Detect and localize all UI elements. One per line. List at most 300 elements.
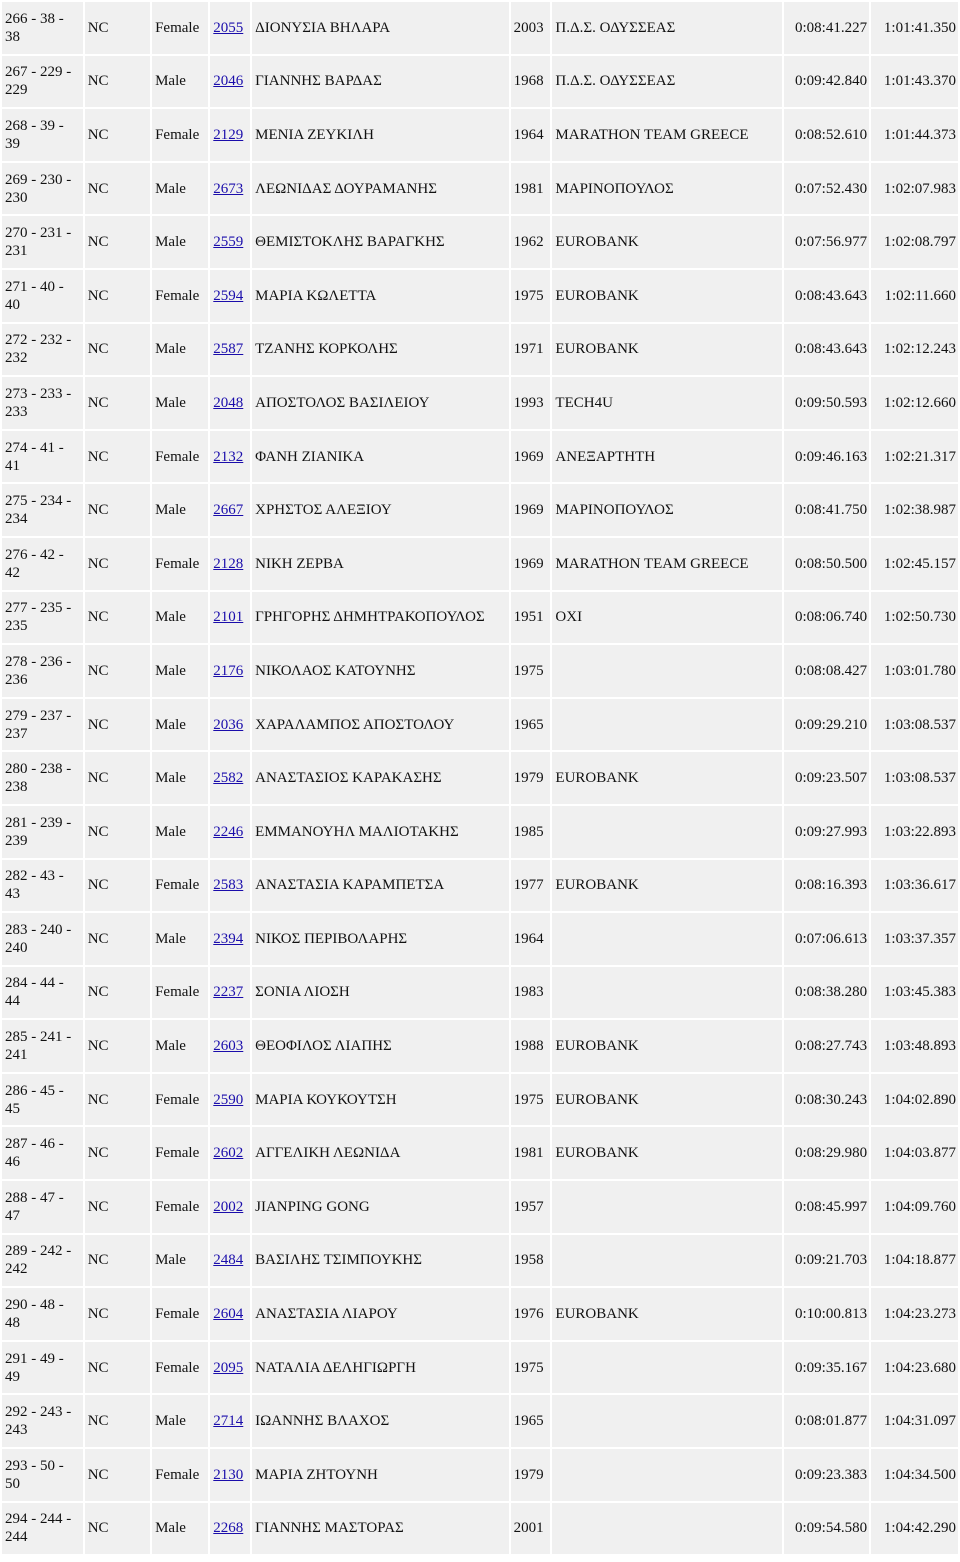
finish-time-cell: 1:02:45.157: [871, 538, 958, 590]
gender-cell: Female: [152, 1449, 208, 1501]
bib-link[interactable]: 2714: [213, 1413, 244, 1430]
gender-cell: Female: [152, 1127, 208, 1179]
bib-cell: [210, 1235, 250, 1287]
table-row: [2, 2, 958, 54]
split-time-cell: 0:09:29.210: [784, 699, 869, 751]
table-row: [2, 806, 958, 858]
split-time-cell: 0:09:54.580: [784, 1503, 869, 1555]
bib-cell: [210, 1395, 250, 1447]
category-cell: NC: [85, 1288, 150, 1340]
table-row: [2, 56, 958, 108]
bib-link[interactable]: 2129: [213, 126, 244, 143]
club-cell: EUROBANK: [552, 1074, 782, 1126]
table-row: [2, 1288, 958, 1340]
table-row: [2, 1127, 958, 1179]
athlete-name-cell: ΑΓΓΕΛΙΚΗ ΛΕΩΝΙΔΑ: [252, 1127, 508, 1179]
club-cell: [552, 1342, 782, 1394]
split-time-cell: 0:08:45.997: [784, 1181, 869, 1233]
birth-year-cell: 1975: [511, 645, 551, 697]
gender-cell: Male: [152, 699, 208, 751]
split-time-cell: 0:07:52.430: [784, 163, 869, 215]
birth-year-cell: 1985: [511, 806, 551, 858]
club-cell: EUROBANK: [552, 860, 782, 912]
category-cell: NC: [85, 1503, 150, 1555]
club-cell: EUROBANK: [552, 1288, 782, 1340]
split-time-cell: 0:07:56.977: [784, 216, 869, 268]
category-cell: NC: [85, 592, 150, 644]
birth-year-cell: 1979: [511, 752, 551, 804]
athlete-name-cell: ΝΙΚΗ ΖΕΡΒΑ: [252, 538, 508, 590]
bib-link[interactable]: 2237: [213, 984, 244, 1001]
split-time-cell: 0:08:30.243: [784, 1074, 869, 1126]
table-row: [2, 913, 958, 965]
birth-year-cell: 2001: [511, 1503, 551, 1555]
bib-link[interactable]: 2583: [213, 877, 244, 894]
club-cell: EUROBANK: [552, 216, 782, 268]
birth-year-cell: 1988: [511, 1020, 551, 1072]
rank-cell: 282 - 43 - 43: [2, 860, 83, 912]
finish-time-cell: 1:02:12.243: [871, 324, 958, 376]
split-time-cell: 0:08:41.750: [784, 484, 869, 536]
bib-link[interactable]: 2484: [213, 1252, 244, 1269]
table-row: [2, 699, 958, 751]
rank-cell: 293 - 50 - 50: [2, 1449, 83, 1501]
bib-cell: [210, 324, 250, 376]
bib-link[interactable]: 2559: [213, 234, 244, 251]
finish-time-cell: 1:04:03.877: [871, 1127, 958, 1179]
rank-cell: 275 - 234 - 234: [2, 484, 83, 536]
split-time-cell: 0:08:50.500: [784, 538, 869, 590]
category-cell: NC: [85, 1395, 150, 1447]
category-cell: NC: [85, 1342, 150, 1394]
split-time-cell: 0:09:46.163: [784, 431, 869, 483]
birth-year-cell: 1975: [511, 270, 551, 322]
split-time-cell: 0:09:21.703: [784, 1235, 869, 1287]
finish-time-cell: 1:04:31.097: [871, 1395, 958, 1447]
finish-time-cell: 1:02:07.983: [871, 163, 958, 215]
athlete-name-cell: ΑΝΑΣΤΑΣΙΟΣ ΚΑΡΑΚΑΣΗΣ: [252, 752, 508, 804]
club-cell: ΟΧΙ: [552, 592, 782, 644]
athlete-name-cell: ΝΙΚΟΣ ΠΕΡΙΒΟΛΑΡΗΣ: [252, 913, 508, 965]
split-time-cell: 0:08:38.280: [784, 967, 869, 1019]
athlete-name-cell: ΓΙΑΝΝΗΣ ΒΑΡΔΑΣ: [252, 56, 508, 108]
bib-cell: [210, 216, 250, 268]
rank-cell: 294 - 244 - 244: [2, 1503, 83, 1555]
bib-cell: [210, 967, 250, 1019]
birth-year-cell: 1965: [511, 1395, 551, 1447]
category-cell: NC: [85, 270, 150, 322]
split-time-cell: 0:09:23.383: [784, 1449, 869, 1501]
club-cell: [552, 1235, 782, 1287]
rank-cell: 276 - 42 - 42: [2, 538, 83, 590]
finish-time-cell: 1:02:12.660: [871, 377, 958, 429]
split-time-cell: 0:08:16.393: [784, 860, 869, 912]
birth-year-cell: 2003: [511, 2, 551, 54]
finish-time-cell: 1:02:38.987: [871, 484, 958, 536]
table-row: [2, 645, 958, 697]
birth-year-cell: 1964: [511, 913, 551, 965]
category-cell: NC: [85, 2, 150, 54]
results-body: [2, 2, 958, 1554]
rank-cell: 285 - 241 - 241: [2, 1020, 83, 1072]
bib-cell: [210, 592, 250, 644]
bib-cell: [210, 1288, 250, 1340]
bib-cell: [210, 109, 250, 161]
category-cell: NC: [85, 699, 150, 751]
category-cell: NC: [85, 56, 150, 108]
gender-cell: Male: [152, 56, 208, 108]
category-cell: NC: [85, 1020, 150, 1072]
split-time-cell: 0:09:35.167: [784, 1342, 869, 1394]
finish-time-cell: 1:04:23.273: [871, 1288, 958, 1340]
athlete-name-cell: ΑΝΑΣΤΑΣΙΑ ΛΙΑΡΟΥ: [252, 1288, 508, 1340]
athlete-name-cell: ΑΠΟΣΤΟΛΟΣ ΒΑΣΙΛΕΙΟΥ: [252, 377, 508, 429]
club-cell: TECH4U: [552, 377, 782, 429]
gender-cell: Female: [152, 538, 208, 590]
rank-cell: 270 - 231 - 231: [2, 216, 83, 268]
club-cell: [552, 1181, 782, 1233]
bib-cell: [210, 913, 250, 965]
category-cell: NC: [85, 163, 150, 215]
club-cell: [552, 699, 782, 751]
split-time-cell: 0:09:23.507: [784, 752, 869, 804]
athlete-name-cell: ΛΕΩΝΙΔΑΣ ΔΟΥΡΑΜΑΝΗΣ: [252, 163, 508, 215]
club-cell: EUROBANK: [552, 324, 782, 376]
table-row: [2, 538, 958, 590]
category-cell: NC: [85, 324, 150, 376]
finish-time-cell: 1:03:08.537: [871, 752, 958, 804]
gender-cell: Male: [152, 1020, 208, 1072]
bib-link[interactable]: 2130: [213, 1466, 244, 1483]
gender-cell: Female: [152, 270, 208, 322]
gender-cell: Female: [152, 1074, 208, 1126]
athlete-name-cell: ΙΩΑΝΝΗΣ ΒΛΑΧΟΣ: [252, 1395, 508, 1447]
bib-link[interactable]: 2673: [213, 180, 244, 197]
athlete-name-cell: ΕΜΜΑΝΟΥΗΛ ΜΑΛΙΟΤΑΚΗΣ: [252, 806, 508, 858]
rank-cell: 274 - 41 - 41: [2, 431, 83, 483]
birth-year-cell: 1964: [511, 109, 551, 161]
athlete-name-cell: ΝΙΚΟΛΑΟΣ ΚΑΤΟΥΝΗΣ: [252, 645, 508, 697]
bib-cell: [210, 860, 250, 912]
bib-cell: [210, 1181, 250, 1233]
table-row: [2, 270, 958, 322]
finish-time-cell: 1:04:18.877: [871, 1235, 958, 1287]
gender-cell: Male: [152, 324, 208, 376]
rank-cell: 271 - 40 - 40: [2, 270, 83, 322]
bib-cell: [210, 270, 250, 322]
athlete-name-cell: ΦΑΝΗ ΖΙΑΝΙΚΑ: [252, 431, 508, 483]
birth-year-cell: 1975: [511, 1342, 551, 1394]
bib-link[interactable]: 2176: [213, 662, 244, 679]
athlete-name-cell: JIANPING GONG: [252, 1181, 508, 1233]
club-cell: [552, 806, 782, 858]
split-time-cell: 0:07:06.613: [784, 913, 869, 965]
split-time-cell: 0:10:00.813: [784, 1288, 869, 1340]
athlete-name-cell: ΜΑΡΙΑ ΖΗΤΟΥΝΗ: [252, 1449, 508, 1501]
bib-link[interactable]: 2132: [213, 448, 244, 465]
club-cell: Π.Δ.Σ. ΟΔΥΣΣΕΑΣ: [552, 56, 782, 108]
club-cell: EUROBANK: [552, 1127, 782, 1179]
split-time-cell: 0:08:43.643: [784, 324, 869, 376]
category-cell: NC: [85, 538, 150, 590]
bib-link[interactable]: 2036: [213, 716, 244, 733]
table-row: [2, 1235, 958, 1287]
bib-cell: [210, 377, 250, 429]
bib-link[interactable]: 2667: [213, 502, 244, 519]
finish-time-cell: 1:02:21.317: [871, 431, 958, 483]
rank-cell: 277 - 235 - 235: [2, 592, 83, 644]
gender-cell: Female: [152, 860, 208, 912]
athlete-name-cell: ΘΕΟΦΙΛΟΣ ΛΙΑΠΗΣ: [252, 1020, 508, 1072]
birth-year-cell: 1962: [511, 216, 551, 268]
club-cell: [552, 967, 782, 1019]
athlete-name-cell: ΜΑΡΙΑ ΚΟΥΚΟΥΤΣΗ: [252, 1074, 508, 1126]
category-cell: NC: [85, 1449, 150, 1501]
table-row: [2, 1181, 958, 1233]
bib-cell: [210, 1342, 250, 1394]
finish-time-cell: 1:03:45.383: [871, 967, 958, 1019]
table-row: [2, 163, 958, 215]
category-cell: NC: [85, 1181, 150, 1233]
table-row: [2, 860, 958, 912]
birth-year-cell: 1969: [511, 538, 551, 590]
bib-cell: [210, 2, 250, 54]
bib-cell: [210, 645, 250, 697]
bib-link[interactable]: 2268: [213, 1520, 244, 1537]
split-time-cell: 0:08:08.427: [784, 645, 869, 697]
bib-cell: [210, 1020, 250, 1072]
finish-time-cell: 1:01:44.373: [871, 109, 958, 161]
table-row: [2, 967, 958, 1019]
club-cell: [552, 645, 782, 697]
finish-time-cell: 1:01:41.350: [871, 2, 958, 54]
gender-cell: Male: [152, 645, 208, 697]
category-cell: NC: [85, 967, 150, 1019]
bib-link[interactable]: 2587: [213, 341, 244, 358]
birth-year-cell: 1951: [511, 592, 551, 644]
rank-cell: 280 - 238 - 238: [2, 752, 83, 804]
bib-link[interactable]: 2590: [213, 1091, 244, 1108]
bib-link[interactable]: 2594: [213, 287, 244, 304]
club-cell: EUROBANK: [552, 270, 782, 322]
category-cell: NC: [85, 860, 150, 912]
birth-year-cell: 1983: [511, 967, 551, 1019]
birth-year-cell: 1993: [511, 377, 551, 429]
gender-cell: Male: [152, 484, 208, 536]
category-cell: NC: [85, 216, 150, 268]
club-cell: [552, 1503, 782, 1555]
split-time-cell: 0:08:06.740: [784, 592, 869, 644]
birth-year-cell: 1969: [511, 484, 551, 536]
bib-link[interactable]: 2604: [213, 1306, 244, 1323]
finish-time-cell: 1:04:34.500: [871, 1449, 958, 1501]
split-time-cell: 0:09:27.993: [784, 806, 869, 858]
bib-link[interactable]: 2603: [213, 1038, 244, 1055]
athlete-name-cell: ΘΕΜΙΣΤΟΚΛΗΣ ΒΑΡΑΓΚΗΣ: [252, 216, 508, 268]
category-cell: NC: [85, 431, 150, 483]
birth-year-cell: 1975: [511, 1074, 551, 1126]
finish-time-cell: 1:02:11.660: [871, 270, 958, 322]
table-row: [2, 109, 958, 161]
finish-time-cell: 1:03:48.893: [871, 1020, 958, 1072]
rank-cell: 286 - 45 - 45: [2, 1074, 83, 1126]
birth-year-cell: 1977: [511, 860, 551, 912]
birth-year-cell: 1971: [511, 324, 551, 376]
split-time-cell: 0:08:43.643: [784, 270, 869, 322]
birth-year-cell: 1981: [511, 163, 551, 215]
finish-time-cell: 1:03:22.893: [871, 806, 958, 858]
bib-cell: [210, 56, 250, 108]
bib-cell: [210, 806, 250, 858]
birth-year-cell: 1965: [511, 699, 551, 751]
birth-year-cell: 1958: [511, 1235, 551, 1287]
bib-link[interactable]: 2002: [213, 1198, 244, 1215]
gender-cell: Male: [152, 752, 208, 804]
club-cell: [552, 1449, 782, 1501]
category-cell: NC: [85, 484, 150, 536]
category-cell: NC: [85, 913, 150, 965]
club-cell: ΜΑΡΙΝΟΠΟΥΛΟΣ: [552, 163, 782, 215]
gender-cell: Male: [152, 1503, 208, 1555]
birth-year-cell: 1969: [511, 431, 551, 483]
bib-cell: [210, 431, 250, 483]
gender-cell: Male: [152, 1235, 208, 1287]
table-row: [2, 1395, 958, 1447]
athlete-name-cell: ΓΡΗΓΟΡΗΣ ΔΗΜΗΤΡΑΚΟΠΟΥΛΟΣ: [252, 592, 508, 644]
athlete-name-cell: ΓΙΑΝΝΗΣ ΜΑΣΤΟΡΑΣ: [252, 1503, 508, 1555]
table-row: [2, 324, 958, 376]
category-cell: NC: [85, 1074, 150, 1126]
bib-link[interactable]: 2048: [213, 394, 244, 411]
athlete-name-cell: ΣΟΝΙΑ ΛΙΟΣΗ: [252, 967, 508, 1019]
bib-cell: [210, 163, 250, 215]
birth-year-cell: 1968: [511, 56, 551, 108]
rank-cell: 283 - 240 - 240: [2, 913, 83, 965]
table-row: [2, 1503, 958, 1555]
rank-cell: 279 - 237 - 237: [2, 699, 83, 751]
club-cell: ΜΑΡΙΝΟΠΟΥΛΟΣ: [552, 484, 782, 536]
bib-link[interactable]: 2582: [213, 770, 244, 787]
club-cell: [552, 913, 782, 965]
birth-year-cell: 1976: [511, 1288, 551, 1340]
gender-cell: Male: [152, 806, 208, 858]
gender-cell: Female: [152, 1181, 208, 1233]
gender-cell: Female: [152, 2, 208, 54]
category-cell: NC: [85, 806, 150, 858]
finish-time-cell: 1:04:02.890: [871, 1074, 958, 1126]
gender-cell: Male: [152, 163, 208, 215]
rank-cell: 290 - 48 - 48: [2, 1288, 83, 1340]
athlete-name-cell: ΧΡΗΣΤΟΣ ΑΛΕΞΙΟΥ: [252, 484, 508, 536]
table-row: [2, 377, 958, 429]
split-time-cell: 0:08:52.610: [784, 109, 869, 161]
athlete-name-cell: ΜΕΝΙΑ ΖΕΥΚΙΛΗ: [252, 109, 508, 161]
finish-time-cell: 1:01:43.370: [871, 56, 958, 108]
category-cell: NC: [85, 752, 150, 804]
athlete-name-cell: ΑΝΑΣΤΑΣΙΑ ΚΑΡΑΜΠΕΤΣΑ: [252, 860, 508, 912]
table-row: [2, 1342, 958, 1394]
rank-cell: 281 - 239 - 239: [2, 806, 83, 858]
table-row: [2, 216, 958, 268]
bib-link[interactable]: 2101: [213, 609, 244, 626]
split-time-cell: 0:08:27.743: [784, 1020, 869, 1072]
rank-cell: 292 - 243 - 243: [2, 1395, 83, 1447]
bib-cell: [210, 1503, 250, 1555]
bib-link[interactable]: 2394: [213, 930, 244, 947]
bib-link[interactable]: 2095: [213, 1359, 244, 1376]
bib-cell: [210, 484, 250, 536]
rank-cell: 268 - 39 - 39: [2, 109, 83, 161]
finish-time-cell: 1:02:50.730: [871, 592, 958, 644]
club-cell: ΑΝΕΞΑΡΤΗΤΗ: [552, 431, 782, 483]
gender-cell: Male: [152, 913, 208, 965]
bib-cell: [210, 538, 250, 590]
athlete-name-cell: ΧΑΡΑΛΑΜΠΟΣ ΑΠΟΣΤΟΛΟΥ: [252, 699, 508, 751]
table-row: [2, 592, 958, 644]
club-cell: EUROBANK: [552, 752, 782, 804]
gender-cell: Male: [152, 592, 208, 644]
table-row: [2, 1074, 958, 1126]
finish-time-cell: 1:04:42.290: [871, 1503, 958, 1555]
club-cell: MARATHON TEAM GREECE: [552, 538, 782, 590]
gender-cell: Female: [152, 109, 208, 161]
table-row: [2, 431, 958, 483]
club-cell: Π.Δ.Σ. ΟΔΥΣΣΕΑΣ: [552, 2, 782, 54]
finish-time-cell: 1:03:37.357: [871, 913, 958, 965]
table-row: [2, 752, 958, 804]
gender-cell: Female: [152, 1342, 208, 1394]
bib-cell: [210, 1127, 250, 1179]
rank-cell: 287 - 46 - 46: [2, 1127, 83, 1179]
table-row: [2, 1449, 958, 1501]
bib-link[interactable]: 2128: [213, 555, 244, 572]
rank-cell: 289 - 242 - 242: [2, 1235, 83, 1287]
bib-link[interactable]: 2046: [213, 73, 244, 90]
table-row: [2, 484, 958, 536]
bib-cell: [210, 1074, 250, 1126]
rank-cell: 273 - 233 - 233: [2, 377, 83, 429]
table-row: [2, 1020, 958, 1072]
bib-cell: [210, 752, 250, 804]
gender-cell: Male: [152, 1395, 208, 1447]
athlete-name-cell: ΝΑΤΑΛΙΑ ΔΕΛΗΓΙΩΡΓΗ: [252, 1342, 508, 1394]
club-cell: [552, 1395, 782, 1447]
rank-cell: 272 - 232 - 232: [2, 324, 83, 376]
birth-year-cell: 1981: [511, 1127, 551, 1179]
gender-cell: Female: [152, 1288, 208, 1340]
rank-cell: 269 - 230 - 230: [2, 163, 83, 215]
category-cell: NC: [85, 109, 150, 161]
finish-time-cell: 1:03:08.537: [871, 699, 958, 751]
finish-time-cell: 1:03:36.617: [871, 860, 958, 912]
gender-cell: Male: [152, 216, 208, 268]
athlete-name-cell: ΜΑΡΙΑ ΚΩΛΕΤΤΑ: [252, 270, 508, 322]
birth-year-cell: 1979: [511, 1449, 551, 1501]
finish-time-cell: 1:04:09.760: [871, 1181, 958, 1233]
athlete-name-cell: ΤΖΑΝΗΣ ΚΟΡΚΟΛΗΣ: [252, 324, 508, 376]
athlete-name-cell: ΒΑΣΙΛΗΣ ΤΣΙΜΠΟΥΚΗΣ: [252, 1235, 508, 1287]
rank-cell: 266 - 38 - 38: [2, 2, 83, 54]
finish-time-cell: 1:03:01.780: [871, 645, 958, 697]
rank-cell: 291 - 49 - 49: [2, 1342, 83, 1394]
bib-link[interactable]: 2246: [213, 823, 244, 840]
split-time-cell: 0:08:41.227: [784, 2, 869, 54]
bib-link[interactable]: 2602: [213, 1145, 244, 1162]
bib-link[interactable]: 2055: [213, 19, 244, 36]
gender-cell: Female: [152, 967, 208, 1019]
category-cell: NC: [85, 377, 150, 429]
club-cell: MARATHON TEAM GREECE: [552, 109, 782, 161]
